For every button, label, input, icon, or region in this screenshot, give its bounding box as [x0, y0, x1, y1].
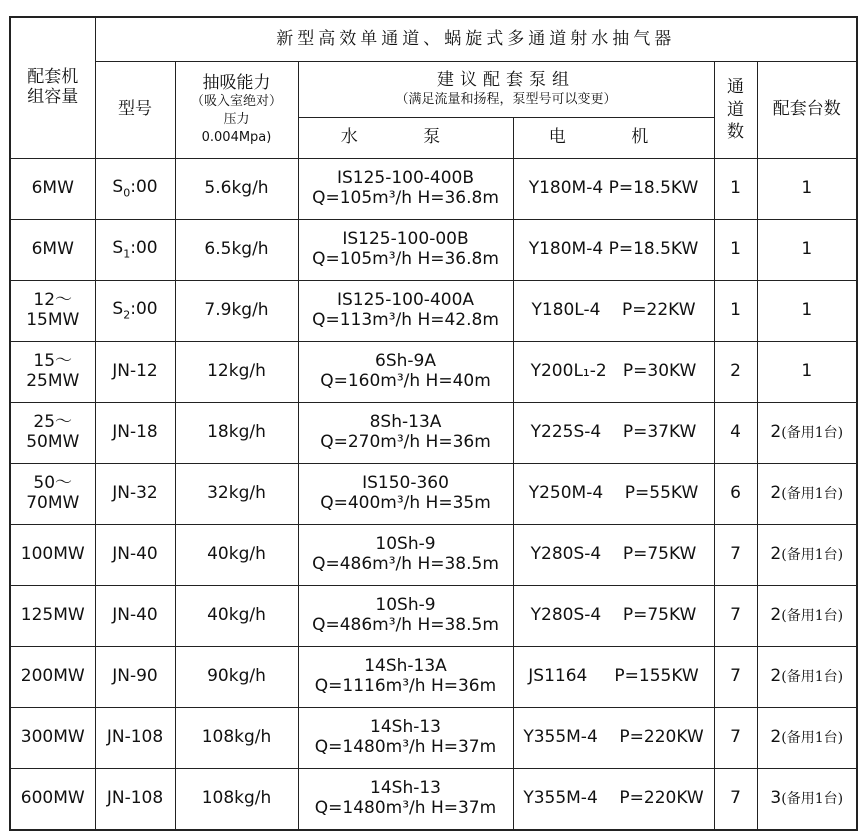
table-body [10, 159, 857, 831]
cell-capacity: 6MW [10, 159, 95, 220]
model-base: JN-32 [112, 483, 158, 504]
cell-suction: 32kg/h [175, 464, 298, 525]
cell-units [757, 159, 857, 220]
cell-pump [298, 708, 513, 769]
pump-model: 14Sh-13 [370, 717, 441, 738]
pump-flow-head: Q=1480m³/h H=37m [314, 798, 497, 818]
cell-model [95, 281, 175, 342]
cell-motor: JS1164 P=155KW [513, 647, 714, 708]
table-row [10, 464, 857, 525]
cell-suction: 90kg/h [175, 647, 298, 708]
pump-flow-head: Q=486m³/h H=38.5m [312, 615, 499, 635]
cell-channels: 7 [714, 586, 757, 647]
cell-pump [298, 403, 513, 464]
pump-model: 10Sh-9 [375, 595, 436, 616]
cell-motor: Y225S-4 P=37KW [513, 403, 714, 464]
cell-units [757, 769, 857, 831]
cell-channels: 1 [714, 281, 757, 342]
model-subscript: 0 [123, 186, 131, 200]
header-suction [175, 62, 298, 159]
table-row [10, 647, 857, 708]
model-base: JN-108 [106, 727, 164, 748]
model-subscript: 2 [123, 308, 131, 322]
cell-channels: 7 [714, 647, 757, 708]
cell-model [95, 464, 175, 525]
cell-capacity: 12～ 15MW [10, 281, 95, 342]
model-base: JN-12 [112, 361, 158, 382]
units-count: 2 [770, 666, 782, 687]
cell-model [95, 708, 175, 769]
model-suffix: :00 [130, 298, 158, 319]
model-base: S [112, 237, 124, 258]
cell-suction: 40kg/h [175, 525, 298, 586]
table-row [10, 342, 857, 403]
cell-motor: Y200L₁-2 P=30KW [513, 342, 714, 403]
cell-channels: 4 [714, 403, 757, 464]
pump-flow-head: Q=400m³/h H=35m [320, 493, 491, 513]
model-base: S [112, 298, 124, 319]
cell-capacity: 100MW [10, 525, 95, 586]
cell-pump [298, 464, 513, 525]
pump-model: 14Sh-13 [370, 778, 441, 799]
model-suffix: :00 [130, 237, 158, 258]
cell-suction: 108kg/h [175, 708, 298, 769]
cell-pump [298, 647, 513, 708]
cell-channels: 7 [714, 769, 757, 831]
pump-model: 6Sh-9A [375, 351, 436, 372]
model-subscript: 1 [123, 247, 131, 261]
cell-motor: Y180M-4 P=18.5KW [513, 159, 714, 220]
header-pump-group-title: 建议配套泵组 [437, 70, 575, 91]
model-base: JN-90 [112, 666, 158, 687]
table-row [10, 586, 857, 647]
cell-channels: 6 [714, 464, 757, 525]
cell-capacity: 6MW [10, 220, 95, 281]
header-pump: 水 泵 [298, 118, 513, 159]
cell-suction: 7.9kg/h [175, 281, 298, 342]
pump-model: 8Sh-13A [369, 412, 442, 433]
cell-model [95, 769, 175, 831]
table-row [10, 281, 857, 342]
pump-flow-head: Q=113m³/h H=42.8m [312, 310, 499, 330]
header-pump-group [298, 62, 714, 118]
units-count: 2 [770, 422, 782, 443]
cell-suction: 18kg/h [175, 403, 298, 464]
cell-motor: Y280S-4 P=75KW [513, 525, 714, 586]
cell-pump [298, 281, 513, 342]
header-model: 型号 [95, 62, 175, 159]
ejector-spec-table [9, 16, 858, 831]
cell-model [95, 525, 175, 586]
units-count: 1 [801, 300, 813, 321]
pump-model: 14Sh-13A [364, 656, 447, 677]
header-motor: 电 机 [513, 118, 714, 159]
cell-motor: Y180M-4 P=18.5KW [513, 220, 714, 281]
cell-capacity: 50～ 70MW [10, 464, 95, 525]
pump-model: IS125-100-00B [342, 229, 469, 250]
model-base: S [112, 176, 124, 197]
model-suffix: :00 [130, 176, 158, 197]
units-count: 3 [770, 788, 782, 809]
table-row [10, 159, 857, 220]
units-backup-note: (备用1台) [781, 486, 844, 503]
cell-units [757, 586, 857, 647]
model-base: JN-18 [112, 422, 158, 443]
cell-capacity: 125MW [10, 586, 95, 647]
cell-units [757, 464, 857, 525]
pump-flow-head: Q=105m³/h H=36.8m [312, 188, 499, 208]
cell-units [757, 220, 857, 281]
cell-units [757, 281, 857, 342]
cell-channels: 2 [714, 342, 757, 403]
pump-model: IS125-100-400B [336, 168, 475, 189]
header-suction-sub3: 0.004Mpa) [201, 129, 272, 145]
pump-flow-head: Q=160m³/h H=40m [320, 371, 491, 391]
table-title: 新型高效单通道、蜗旋式多通道射水抽气器 [95, 17, 857, 62]
table-row [10, 769, 857, 831]
units-backup-note: (备用1台) [781, 791, 844, 808]
cell-pump [298, 769, 513, 831]
units-backup-note: (备用1台) [781, 547, 844, 564]
pump-flow-head: Q=105m³/h H=36.8m [312, 249, 499, 269]
table-row [10, 708, 857, 769]
cell-channels: 7 [714, 525, 757, 586]
cell-motor: Y250M-4 P=55KW [513, 464, 714, 525]
cell-suction: 5.6kg/h [175, 159, 298, 220]
cell-suction: 108kg/h [175, 769, 298, 831]
cell-model [95, 403, 175, 464]
cell-channels: 1 [714, 220, 757, 281]
cell-pump [298, 220, 513, 281]
table-row [10, 525, 857, 586]
header-suction-sub2: 压力 [223, 112, 250, 127]
units-count: 1 [801, 178, 813, 199]
model-base: JN-40 [112, 605, 158, 626]
cell-pump [298, 342, 513, 403]
cell-units [757, 403, 857, 464]
cell-capacity: 200MW [10, 647, 95, 708]
cell-capacity: 300MW [10, 708, 95, 769]
units-count: 1 [801, 239, 813, 260]
cell-pump [298, 586, 513, 647]
units-count: 2 [770, 605, 782, 626]
units-backup-note: (备用1台) [781, 730, 844, 747]
cell-model [95, 647, 175, 708]
pump-flow-head: Q=486m³/h H=38.5m [312, 554, 499, 574]
model-base: JN-108 [106, 788, 164, 809]
units-backup-note: (备用1台) [781, 425, 844, 442]
table-row [10, 403, 857, 464]
cell-channels: 7 [714, 708, 757, 769]
cell-motor: Y280S-4 P=75KW [513, 586, 714, 647]
pump-model: 10Sh-9 [375, 534, 436, 555]
pump-flow-head: Q=1116m³/h H=36m [314, 676, 497, 696]
units-count: 2 [770, 483, 782, 504]
cell-units [757, 342, 857, 403]
units-count: 1 [801, 361, 813, 382]
cell-capacity: 25～ 50MW [10, 403, 95, 464]
cell-capacity: 600MW [10, 769, 95, 831]
cell-suction: 12kg/h [175, 342, 298, 403]
cell-model [95, 586, 175, 647]
header-suction-title: 抽吸能力 [202, 72, 271, 93]
cell-units [757, 647, 857, 708]
cell-suction: 40kg/h [175, 586, 298, 647]
pump-flow-head: Q=1480m³/h H=37m [314, 737, 497, 757]
cell-motor: Y355M-4 P=220KW [513, 769, 714, 831]
header-suction-sub1: （吸入室绝对） [190, 94, 282, 110]
cell-channels: 1 [714, 159, 757, 220]
cell-model [95, 220, 175, 281]
cell-units [757, 525, 857, 586]
header-channels [714, 62, 757, 159]
cell-capacity: 15～ 25MW [10, 342, 95, 403]
cell-pump [298, 525, 513, 586]
cell-suction: 6.5kg/h [175, 220, 298, 281]
header-units: 配套台数 [757, 62, 857, 159]
table-row [10, 220, 857, 281]
cell-model [95, 159, 175, 220]
units-count: 2 [770, 544, 782, 565]
header-pump-group-sub: （满足流量和扬程，泵型号可以变更） [395, 91, 617, 107]
pump-model: IS150-360 [362, 473, 449, 494]
header-capacity [10, 17, 95, 159]
units-count: 2 [770, 727, 782, 748]
pump-flow-head: Q=270m³/h H=36m [320, 432, 491, 452]
model-base: JN-40 [112, 544, 158, 565]
units-backup-note: (备用1台) [781, 669, 844, 686]
cell-motor: Y180L-4 P=22KW [513, 281, 714, 342]
cell-motor: Y355M-4 P=220KW [513, 708, 714, 769]
cell-pump [298, 159, 513, 220]
pump-model: IS125-100-400A [336, 290, 475, 311]
cell-model [95, 342, 175, 403]
header-channels-label: 通道数 [727, 76, 744, 143]
header-capacity-label: 配套机组容量 [27, 67, 79, 107]
cell-units [757, 708, 857, 769]
units-backup-note: (备用1台) [781, 608, 844, 625]
